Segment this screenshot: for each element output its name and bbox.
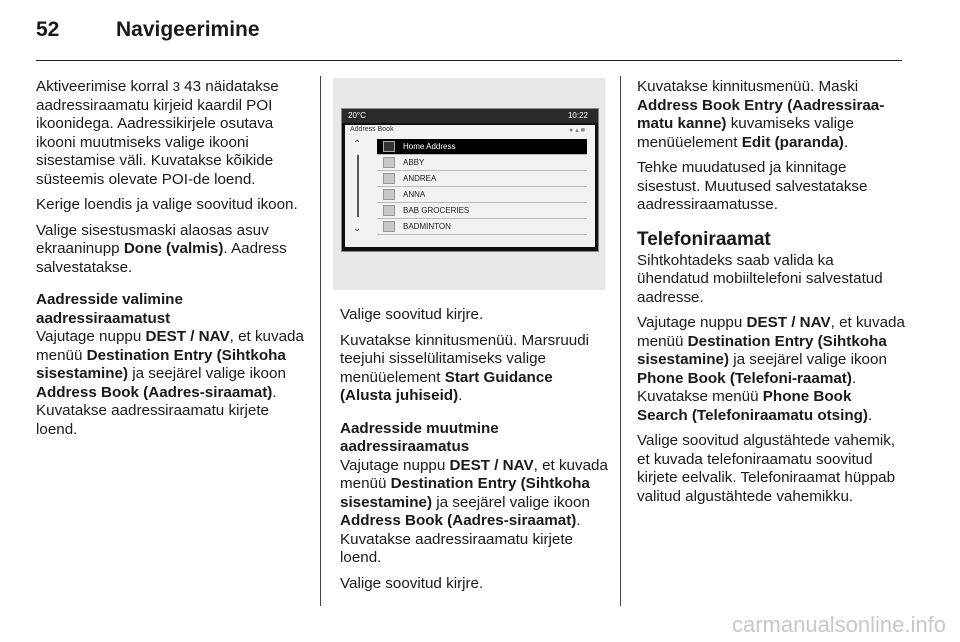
contact-icon [383, 221, 395, 232]
shop-icon [383, 205, 395, 216]
header-rule [36, 60, 902, 61]
paragraph: Sihtkohtadeks saab valida ka ühendatud mobiiltelefoni salvestatud aadresse. [637, 251, 883, 306]
list-item[interactable]: BAB GROCERIES [377, 203, 587, 219]
contact-icon [383, 157, 395, 168]
home-icon [383, 141, 395, 152]
infotainment-screen [341, 108, 599, 252]
address-book-panel [345, 125, 595, 247]
contact-icon [383, 173, 395, 184]
page-number: 52 [36, 18, 60, 41]
list-item[interactable]: ANDREA [377, 171, 587, 187]
column-3 [637, 78, 905, 513]
paragraph: Vajutage nuppu DEST / NAV, et kuvada menüü Destination Entry (Sihtkoha sisestamine) ja seejärel valige ikoon Address Book (Aadres-siraamat). Kuvatakse aadressiraamatu kirjete loend. [36, 328, 304, 438]
paragraph: Kerige loendis ja valige soovitud ikoon. [36, 196, 298, 213]
paragraph: Vajutage nuppu DEST / NAV, et kuvada menüü Destination Entry (Sihtkoha sisestamine) ja seejärel valige ikoon Phone Book (Telefoni-raamat). Kuvatakse menüü Phone Book Search (Telefoniraamatu otsing). [637, 314, 905, 424]
paragraph: Tehke muudatused ja kinnitage sisestust. Muutused salvestatakse aadressiraamatusse. [637, 159, 868, 213]
scroll-down-icon[interactable]: ⌄ [353, 223, 362, 234]
watermark: carmanualsonline.info [731, 612, 946, 637]
reference-icon: 3 [172, 79, 180, 94]
section-heading: Aadresside valimine aadressiraamatust [36, 291, 183, 327]
contact-icon [383, 189, 395, 200]
list-item[interactable]: Home Address [377, 139, 587, 155]
temperature: 20°C [348, 111, 366, 120]
paragraph: Vajutage nuppu DEST / NAV, et kuvada menüü Destination Entry (Sihtkoha sisestamine) ja seejärel valige ikoon Address Book (Aadres-siraamat). Kuvatakse aadressiraamatu kirjete loend. [340, 456, 608, 566]
page-title: Navigeerimine [116, 18, 260, 41]
column-divider-2 [620, 76, 621, 606]
scroll-up-icon[interactable]: ⌃ [353, 139, 362, 150]
status-bar [342, 109, 598, 123]
paragraph: Kuvatakse kinnitusmenüü. Marsruudi teejuhi sisselülitamiseks valige menüüelement Start Guidance (Alusta juhiseid). [340, 331, 590, 404]
list-item[interactable]: BADMINTON [377, 219, 587, 235]
column-2 [340, 306, 608, 600]
scrollbar[interactable] [357, 155, 359, 217]
paragraph: Valige soovitud kirjre. [340, 574, 484, 592]
column-1 [36, 78, 306, 446]
clock: 10:22 [567, 111, 588, 120]
paragraph: Kuvatakse kinnitusmenüü. Maski Address Book Entry (Aadressiraa-matu kanne) kuvamiseks valige menüüelement Edit (paranda). [637, 78, 885, 151]
address-book-title: Address Book [350, 126, 394, 133]
list-item[interactable]: ABBY [377, 155, 587, 171]
paragraph: Valige soovitud algustähtede vahemik, et kuvada telefoniraamatu soovitud kirjete eelvalik. Telefoniraamat hüppab valitud algustähtede vahemikku. [637, 432, 896, 505]
section-heading: Aadresside muutmine aadressiraamatus [340, 419, 499, 455]
screen-figure [333, 78, 605, 290]
address-list [377, 139, 587, 235]
column-divider-1 [320, 76, 321, 606]
paragraph: Valige sisestusmaski alaosas asuv ekraaninupp Done (valmis). Aadress salvestatakse. [36, 221, 287, 276]
list-item[interactable]: ANNA [377, 187, 587, 203]
status-icons: ●▴■ [569, 127, 587, 134]
page-header [36, 18, 260, 48]
paragraph: Valige soovitud kirjre. [340, 306, 484, 323]
paragraph: Aktiveerimise korral 3 43 näidatakse aadressiraamatu kirjeid kaardil POI ikoonidega. Aadressikirjele osutava ikooni muutmiseks valige ikooni sisestamise väli. Kuvatakse kõikide süsteemis olevate POI-de loend. [36, 78, 279, 188]
section-heading: Telefoniraamat [637, 228, 771, 250]
